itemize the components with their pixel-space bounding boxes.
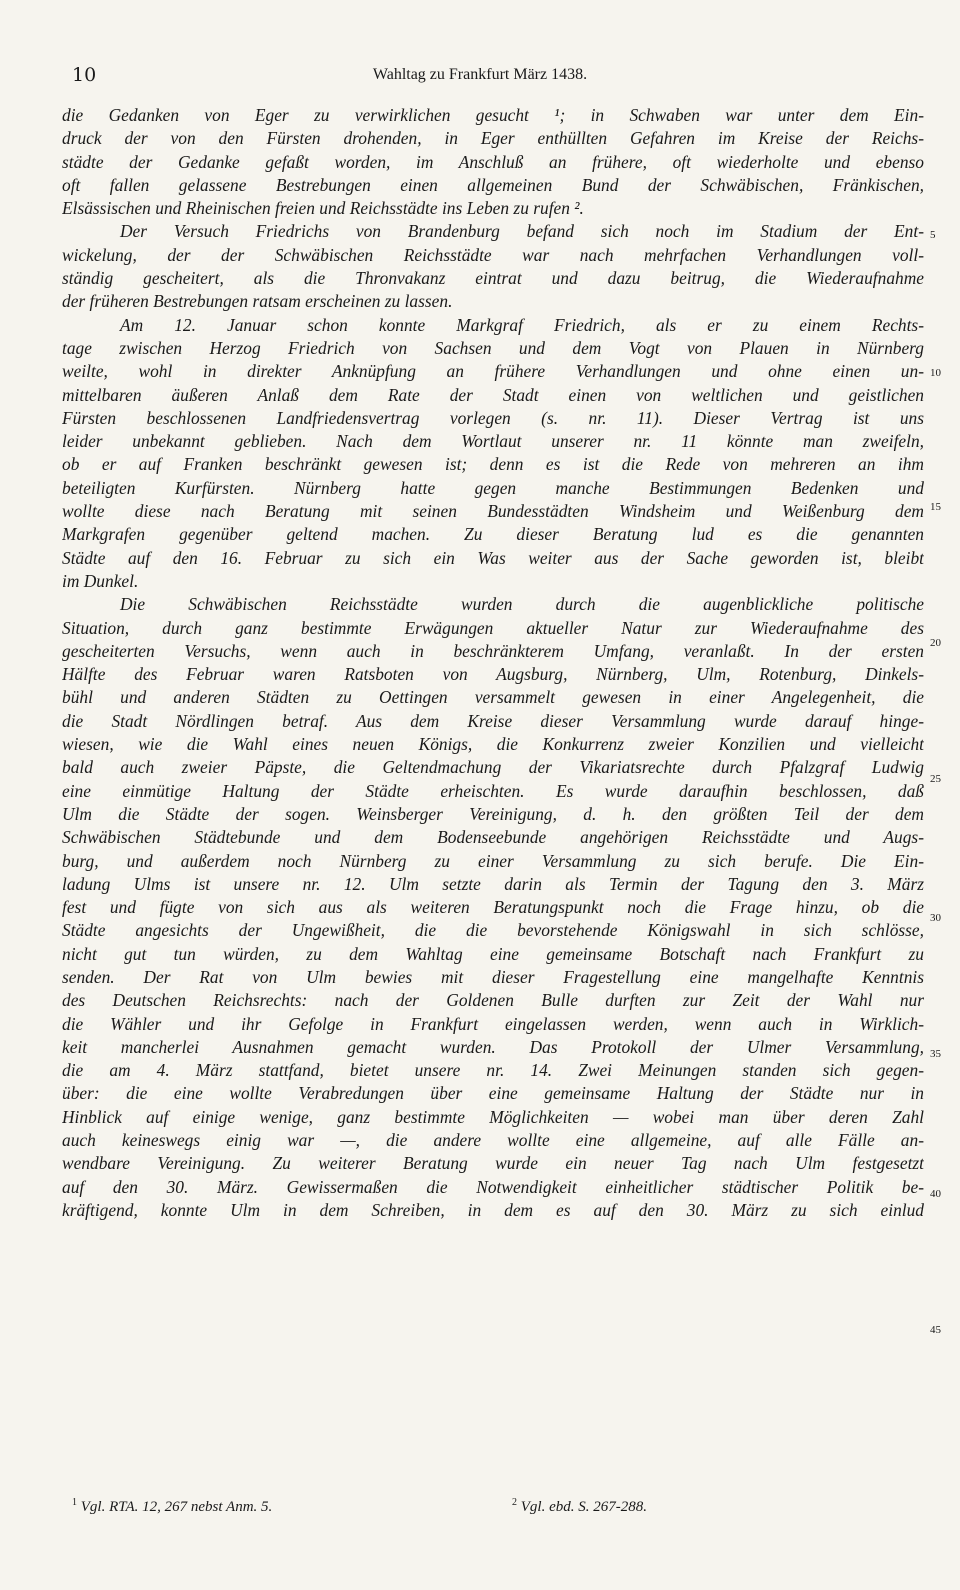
text-line: Städte auf den 16. Februar zu sich ein Was weiter aus der Sache geworden ist, bleibt <box>62 547 924 568</box>
margin-line-number: 15 <box>930 501 941 513</box>
footnote-2 <box>512 1497 647 1516</box>
margin-line-number: 45 <box>930 1324 941 1336</box>
body-text <box>62 104 924 1246</box>
text-line: burg, und außerdem noch Nürnberg zu einer Versammlung zu sich berufe. Die Ein- <box>62 850 924 871</box>
text-line: senden. Der Rat von Ulm bewies mit dieser Fragestellung eine mangelhafte Kenntnis <box>62 966 924 987</box>
text-line: die Stadt Nördlingen betraf. Aus dem Kreise dieser Versammlung wurde darauf hinge- <box>62 710 924 731</box>
text-line: ständig gescheitert, als die Thronvakanz eintrat und dazu beitrug, die Wiederaufnahme <box>62 268 924 289</box>
text-line: wickelung, der der Schwäbischen Reichsstädte war nach mehrfachen Verhandlungen voll- <box>62 244 924 265</box>
footnote-2-mark: 2 <box>512 1497 517 1508</box>
text-line: auch keineswegs einig war —, die andere wollte eine allgemeine, auf alle Fälle an- <box>62 1130 924 1151</box>
text-line: wollte diese nach Beratung mit seinen Bundesstädten Windsheim und Weißenburg dem <box>62 501 924 522</box>
text-line: wendbare Vereinigung. Zu weiterer Beratung wurde ein neuer Tag nach Ulm festgesetzt <box>62 1153 924 1174</box>
text-line: tage zwischen Herzog Friedrich von Sachsen und dem Vogt von Plauen in Nürnberg <box>62 337 924 358</box>
text-line: Hälfte des Februar waren Ratsboten von Augsburg, Nürnberg, Ulm, Rotenburg, Dinkels- <box>62 664 924 685</box>
text-line: Schwäbischen Städtebunde und dem Bodenseebunde angehörigen Reichsstädte und Augs- <box>62 827 924 848</box>
text-line: Elsässischen und Rheinischen freien und Reichsstädte ins Leben zu rufen ². <box>62 198 584 219</box>
footnote-1-text: Vgl. RTA. 12, 267 nebst Anm. 5. <box>80 1499 273 1515</box>
text-line: mittelbaren äußeren Anlaß dem Rate der Stadt einen von weltlichen und geistlichen <box>62 384 924 405</box>
margin-line-number: 30 <box>930 912 941 924</box>
text-line: städte der Gedanke gefaßt worden, im Anschluß an frühere, oft wiederholte und ebenso <box>62 151 924 172</box>
text-line: bald auch zweier Päpste, die Geltendmachung der Vikariatsrechte durch Pfalzgraf Ludwig <box>62 757 924 778</box>
text-line: Ulm die Städte der sogen. Weinsberger Vereinigung, d. h. den größten Teil der dem <box>62 803 924 824</box>
running-title: Wahltag zu Frankfurt März 1438. <box>372 66 588 83</box>
page-header <box>0 64 960 94</box>
text-line: beteiligten Kurfürsten. Nürnberg hatte gegen manche Bestimmungen Bedenken und <box>62 477 924 498</box>
footnotes <box>72 1497 892 1527</box>
text-line: bühl und anderen Städten zu Oettingen versammelt gewesen in einer Angelegenheit, die <box>62 687 924 708</box>
margin-line-number: 35 <box>930 1048 941 1060</box>
text-line: eine einmütige Haltung der Städte erheischten. Es wurde daraufhin beschlossen, daß <box>62 780 924 801</box>
text-line: Städte angesichts der Ungewißheit, die die bevorstehende Königswahl in sich schlösse, <box>62 920 924 941</box>
text-line: die Wähler und ihr Gefolge in Frankfurt eingelassen werden, wenn auch in Wirklich- <box>62 1013 924 1034</box>
footnote-1-mark: 1 <box>72 1497 77 1508</box>
margin-line-number: 40 <box>930 1188 941 1200</box>
text-line: auf den 30. März. Gewissermaßen die Notwendigkeit einheitlicher städtischer Politik be- <box>62 1176 924 1197</box>
text-line: gescheiterten Versuchs, wenn auch in beschränkterem Umfang, veranlaßt. In der ersten <box>62 640 924 661</box>
footnote-2-text: Vgl. ebd. S. 267-288. <box>520 1499 647 1515</box>
page-number: 10 <box>72 64 97 86</box>
text-line: wiesen, wie die Wahl eines neuen Königs, die Konkurrenz zweier Konzilien und vielleicht <box>62 734 924 755</box>
footnote-1 <box>72 1497 272 1516</box>
text-line: der früheren Bestrebungen ratsam erscheinen zu lassen. <box>62 291 453 312</box>
text-line: Hinblick auf einige wenige, ganz bestimmte Möglichkeiten — wobei man über deren Zahl <box>62 1106 924 1127</box>
text-line: Am 12. Januar schon konnte Markgraf Friedrich, als er zu einem Rechts- <box>120 314 924 335</box>
margin-line-number: 5 <box>930 229 936 241</box>
text-line: ob er auf Franken beschränkt gewesen ist; denn es ist die Rede von mehreren an ihm <box>62 454 924 475</box>
text-line: Der Versuch Friedrichs von Brandenburg befand sich noch im Stadium der Ent- <box>120 221 924 242</box>
text-line: Situation, durch ganz bestimmte Erwägungen aktueller Natur zur Wiederaufnahme des <box>62 617 924 638</box>
text-line: weilte, wohl in direkter Anknüpfung an frühere Verhandlungen und ohne einen un- <box>62 361 924 382</box>
margin-line-number: 25 <box>930 773 941 785</box>
text-line: des Deutschen Reichsrechts: nach der Goldenen Bulle durften zur Zeit der Wahl nur <box>62 990 924 1011</box>
text-line <box>62 1222 924 1245</box>
text-line: leider unbekannt geblieben. Nach dem Wortlaut unserer nr. 11 könnte man zweifeln, <box>62 431 924 452</box>
text-line: fest und fügte von sich aus als weiteren Beratungspunkt noch die Frage hinzu, ob die <box>62 897 924 918</box>
text-line: die Gedanken von Eger zu verwirklichen gesucht ¹; in Schwaben war unter dem Ein- <box>62 105 924 125</box>
text-line: druck der von den Fürsten drohenden, in Eger enthüllten Gefahren im Kreise der Reichs- <box>62 128 924 149</box>
text-line: oft fallen gelassene Bestrebungen einen allgemeinen Bund der Schwäbischen, Fränkischen, <box>62 174 924 195</box>
text-line: nicht gut tun würden, zu dem Wahltag eine gemeinsame Botschaft nach Frankfurt zu <box>62 943 924 964</box>
margin-line-number: 10 <box>930 367 941 379</box>
text-line: im Dunkel. <box>62 570 139 591</box>
text-line: Markgrafen gegenüber geltend machen. Zu dieser Beratung lud es die genannten <box>62 524 924 545</box>
text-line: keit mancherlei Ausnahmen gemacht wurden. Das Protokoll der Ulmer Versammlung, <box>62 1036 924 1057</box>
text-line: Fürsten beschlossenen Landfriedensvertrag vorlegen (s. nr. 11). Dieser Vertrag ist uns <box>62 407 924 428</box>
text-line: über: die eine wollte Verabredungen über eine gemeinsame Haltung der Städte nur in <box>62 1083 924 1104</box>
text-line: kräftigend, konnte Ulm in dem Schreiben, in dem es auf den 30. März zu sich einlud <box>62 1199 924 1220</box>
text-line: ladung Ulms ist unsere nr. 12. Ulm setzte darin als Termin der Tagung den 3. März <box>62 873 924 894</box>
text-line: Die Schwäbischen Reichsstädte wurden durch die augenblickliche politische <box>120 594 924 615</box>
margin-line-number: 20 <box>930 637 941 649</box>
text-line: die am 4. März stattfand, bietet unsere nr. 14. Zwei Meinungen standen sich gegen- <box>62 1060 924 1081</box>
